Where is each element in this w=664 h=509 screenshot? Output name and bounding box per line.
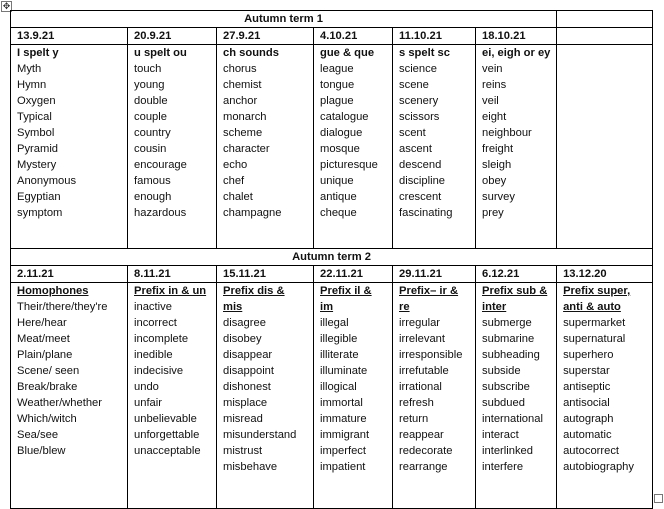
- date-cell: 6.12.21: [476, 266, 557, 283]
- word-list-cell: [557, 45, 653, 249]
- word-item: fascinating: [399, 207, 453, 219]
- word-item: obey: [482, 175, 507, 187]
- word-list-cell: [557, 283, 653, 509]
- word-item: misread: [223, 413, 263, 425]
- word-item: Sea/see: [17, 429, 59, 441]
- term1-title: Autumn term 1: [11, 11, 557, 28]
- term2-words-row: [11, 283, 653, 509]
- word-list-cell: [11, 283, 128, 509]
- word-item: scissors: [399, 111, 440, 123]
- word-item: Hymn: [17, 79, 47, 91]
- word-item: survey: [482, 191, 515, 203]
- word-item: international: [482, 413, 543, 425]
- word-item: misunderstand: [223, 429, 297, 441]
- word-item: monarch: [223, 111, 267, 123]
- spelling-table: [10, 10, 653, 509]
- word-item: discipline: [399, 175, 446, 187]
- column-heading: Prefix dis & mis: [223, 285, 285, 313]
- word-item: immigrant: [320, 429, 370, 441]
- term1-title-blank-cell: [557, 11, 653, 28]
- word-item: unbelievable: [134, 413, 197, 425]
- word-list: [320, 61, 392, 221]
- word-item: scheme: [223, 127, 263, 139]
- word-item: illegible: [320, 333, 358, 345]
- word-item: league: [320, 63, 354, 75]
- word-list-cell: [11, 45, 128, 249]
- column-heading: Prefix il & im: [320, 285, 372, 313]
- word-item: subscribe: [482, 381, 530, 393]
- column-heading: gue & que: [320, 47, 375, 59]
- word-item: encourage: [134, 159, 187, 171]
- word-item: irrational: [399, 381, 442, 393]
- word-list: [563, 315, 652, 475]
- word-item: Egyptian: [17, 191, 61, 203]
- word-item: tongue: [320, 79, 355, 91]
- word-item: chemist: [223, 79, 262, 91]
- word-item: refresh: [399, 397, 434, 409]
- word-item: mosque: [320, 143, 360, 155]
- word-item: autocorrect: [563, 445, 620, 457]
- word-list-cell: [393, 283, 476, 509]
- word-item: incorrect: [134, 317, 177, 329]
- word-item: cheque: [320, 207, 357, 219]
- word-item: picturesque: [320, 159, 378, 171]
- column-heading: Prefix sub & inter: [482, 285, 548, 313]
- word-item: young: [134, 79, 165, 91]
- word-item: irrelevant: [399, 333, 446, 345]
- date-cell: 13.9.21: [11, 28, 128, 45]
- date-cell: [557, 28, 653, 45]
- word-item: Symbol: [17, 127, 55, 139]
- word-item: touch: [134, 63, 162, 75]
- word-item: autobiography: [563, 461, 634, 473]
- column-heading: Prefix super, anti & auto: [563, 285, 631, 313]
- date-cell: 4.10.21: [314, 28, 393, 45]
- word-item: supernatural: [563, 333, 626, 345]
- word-item: illiterate: [320, 349, 359, 361]
- word-item: subside: [482, 365, 521, 377]
- word-item: science: [399, 63, 437, 75]
- date-cell: 22.11.21: [314, 266, 393, 283]
- word-item: champagne: [223, 207, 282, 219]
- word-list: [223, 315, 313, 475]
- date-cell: 27.9.21: [217, 28, 314, 45]
- date-cell: 8.11.21: [128, 266, 217, 283]
- word-item: enough: [134, 191, 172, 203]
- date-cell: 29.11.21: [393, 266, 476, 283]
- word-item: return: [399, 413, 429, 425]
- term2-dates-row: [11, 266, 653, 283]
- word-item: automatic: [563, 429, 612, 441]
- table-move-handle[interactable]: ✥: [2, 1, 11, 11]
- word-item: unforgettable: [134, 429, 200, 441]
- word-list: [399, 61, 475, 221]
- word-item: submerge: [482, 317, 532, 329]
- column-heading: ei, eigh or ey: [482, 47, 551, 59]
- word-list: [17, 61, 127, 221]
- word-item: dishonest: [223, 381, 271, 393]
- word-item: superhero: [563, 349, 614, 361]
- word-item: Blue/blew: [17, 445, 66, 457]
- word-item: mistrust: [223, 445, 263, 457]
- word-item: symptom: [17, 207, 63, 219]
- word-item: irresponsible: [399, 349, 463, 361]
- word-item: misbehave: [223, 461, 278, 473]
- word-item: country: [134, 127, 171, 139]
- word-list: [399, 315, 475, 475]
- word-item: cousin: [134, 143, 167, 155]
- word-item: scent: [399, 127, 426, 139]
- word-item: freight: [482, 143, 514, 155]
- word-item: disobey: [223, 333, 262, 345]
- word-list-cell: [128, 45, 217, 249]
- word-item: misplace: [223, 397, 268, 409]
- table-resize-handle[interactable]: [654, 494, 663, 503]
- word-item: inactive: [134, 301, 172, 313]
- word-item: unacceptable: [134, 445, 201, 457]
- column-heading: Homophones: [17, 285, 89, 297]
- word-list: [134, 299, 216, 459]
- word-list: [17, 299, 127, 459]
- word-item: double: [134, 95, 168, 107]
- column-heading: s spelt sc: [399, 47, 450, 59]
- word-item: Break/brake: [17, 381, 78, 393]
- word-item: redecorate: [399, 445, 453, 457]
- word-item: scenery: [399, 95, 439, 107]
- word-item: illegal: [320, 317, 349, 329]
- word-item: supermarket: [563, 317, 626, 329]
- word-item: disappoint: [223, 365, 275, 377]
- word-item: chalet: [223, 191, 253, 203]
- word-list: [320, 315, 392, 475]
- word-item: chef: [223, 175, 245, 187]
- word-list: [482, 61, 556, 221]
- word-item: veil: [482, 95, 499, 107]
- word-item: crescent: [399, 191, 442, 203]
- word-list: [223, 61, 313, 221]
- column-heading: ch sounds: [223, 47, 279, 59]
- word-list: [134, 61, 216, 221]
- word-list-cell: [393, 45, 476, 249]
- word-item: interfere: [482, 461, 524, 473]
- word-item: plague: [320, 95, 354, 107]
- word-item: neighbour: [482, 127, 532, 139]
- word-item: catalogue: [320, 111, 369, 123]
- word-item: subheading: [482, 349, 540, 361]
- word-item: eight: [482, 111, 507, 123]
- word-list-cell: [314, 45, 393, 249]
- word-item: irregular: [399, 317, 441, 329]
- word-item: illogical: [320, 381, 357, 393]
- word-item: inedible: [134, 349, 173, 361]
- word-item: dialogue: [320, 127, 363, 139]
- date-cell: 15.11.21: [217, 266, 314, 283]
- word-item: antiseptic: [563, 381, 611, 393]
- word-item: antique: [320, 191, 357, 203]
- word-item: ascent: [399, 143, 432, 155]
- word-item: interlinked: [482, 445, 533, 457]
- date-cell: 11.10.21: [393, 28, 476, 45]
- word-item: rearrange: [399, 461, 448, 473]
- word-item: immature: [320, 413, 367, 425]
- column-heading: Prefix in & un: [134, 285, 207, 297]
- word-item: interact: [482, 429, 519, 441]
- word-item: Scene/ seen: [17, 365, 80, 377]
- word-item: Meat/meet: [17, 333, 70, 345]
- word-item: Plain/plane: [17, 349, 73, 361]
- word-item: Oxygen: [17, 95, 56, 107]
- word-item: anchor: [223, 95, 258, 107]
- word-item: irrefutable: [399, 365, 449, 377]
- word-list-cell: [476, 283, 557, 509]
- word-item: couple: [134, 111, 167, 123]
- word-item: unique: [320, 175, 354, 187]
- column-heading: I spelt y: [17, 47, 59, 59]
- term1-dates-row: [11, 28, 653, 45]
- word-item: echo: [223, 159, 248, 171]
- word-list-cell: [217, 45, 314, 249]
- word-item: Pyramid: [17, 143, 59, 155]
- word-item: submarine: [482, 333, 535, 345]
- word-item: autograph: [563, 413, 614, 425]
- word-item: Mystery: [17, 159, 57, 171]
- word-item: reins: [482, 79, 507, 91]
- word-item: character: [223, 143, 270, 155]
- date-cell: 2.11.21: [11, 266, 128, 283]
- word-item: subdued: [482, 397, 525, 409]
- word-list-cell: [314, 283, 393, 509]
- word-list: [482, 315, 556, 475]
- word-item: superstar: [563, 365, 610, 377]
- word-item: incomplete: [134, 333, 189, 345]
- word-item: sleigh: [482, 159, 512, 171]
- date-cell: 20.9.21: [128, 28, 217, 45]
- word-item: Anonymous: [17, 175, 77, 187]
- word-list-cell: [217, 283, 314, 509]
- word-item: disagree: [223, 317, 266, 329]
- word-item: reappear: [399, 429, 444, 441]
- word-item: immortal: [320, 397, 363, 409]
- word-list-cell: [476, 45, 557, 249]
- column-heading: u spelt ou: [134, 47, 187, 59]
- term2-title: Autumn term 2: [11, 249, 653, 266]
- word-item: disappear: [223, 349, 273, 361]
- word-item: unfair: [134, 397, 162, 409]
- word-item: undo: [134, 381, 159, 393]
- word-item: Typical: [17, 111, 52, 123]
- word-item: Myth: [17, 63, 42, 75]
- word-item: scene: [399, 79, 429, 91]
- word-item: Their/there/they're: [17, 301, 108, 313]
- word-item: imperfect: [320, 445, 367, 457]
- date-cell: 13.12.20: [557, 266, 653, 283]
- date-cell: 18.10.21: [476, 28, 557, 45]
- word-item: Which/witch: [17, 413, 77, 425]
- word-item: vein: [482, 63, 503, 75]
- word-item: antisocial: [563, 397, 610, 409]
- word-item: famous: [134, 175, 171, 187]
- column-heading: Prefix– ir & re: [399, 285, 459, 313]
- word-list-cell: [128, 283, 217, 509]
- word-item: indecisive: [134, 365, 184, 377]
- word-item: illuminate: [320, 365, 368, 377]
- word-item: impatient: [320, 461, 366, 473]
- word-item: chorus: [223, 63, 257, 75]
- word-item: descend: [399, 159, 442, 171]
- word-item: Weather/whether: [17, 397, 102, 409]
- word-item: prey: [482, 207, 504, 219]
- word-item: hazardous: [134, 207, 187, 219]
- word-item: Here/hear: [17, 317, 67, 329]
- term1-words-row: [11, 45, 653, 249]
